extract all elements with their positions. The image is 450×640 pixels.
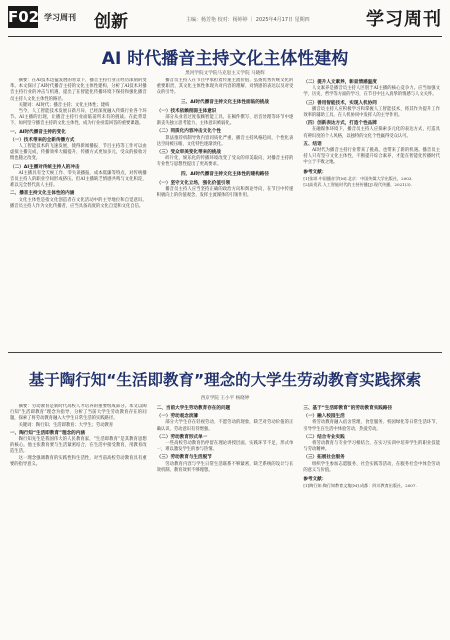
subheading: （一）技术依赖削弱主体意识	[156, 108, 217, 114]
paragraph: 将劳动教育融入宿舍管理、食堂服务、校园绿化等日常生活环节，引导学生在生活中体验劳动、热爱劳动。	[303, 420, 441, 432]
paragraph: 劳动教育内容与学生日常生活联系不够紧密，缺乏系统的设计与长效机制，教育效果不够理想。	[156, 461, 294, 473]
article1-title: AI 时代播音主持文化主体性建构	[101, 49, 349, 69]
paragraph: 关键词：陶行知；生活即教育；大学生；劳动教育	[18, 422, 114, 428]
subheading: 一、AI时代播音主持的变化	[10, 129, 66, 135]
paragraph: 这一理念强调教育的实践性和生活性，对当前高校劳动教育具有重要的指导意义。	[10, 455, 147, 467]
article1-col2	[157, 78, 294, 346]
paragraph: 播音员主持人在节目中承担着传递主流价值、弘扬优秀传统文化的重要职责，其文化主体性体现为对内容的理解、对情感的表达以及对受众的引导。	[156, 78, 294, 96]
paragraph: 摘要：在AI技术迅猛发展的背景下，播音主持行业正经历深刻的变革。本文探讨了AI时代播音主持的文化主体性建构，分析了AI技术对播音主持行业的冲击与机遇，提出了在智能化传播环境下保持和强化播音员主持人文化主体性的路径。	[10, 78, 147, 102]
article2-col1	[10, 404, 147, 636]
subheading: （一）劳动观念淡薄	[156, 414, 199, 420]
references-heading: 参考文献：	[303, 169, 327, 175]
article2-col3	[303, 404, 440, 636]
article1-author: 黑河学院文学院马克思主义学院 马晓辉	[185, 71, 265, 76]
paragraph: 播音员主持人应积极学习和掌握人工智能技术，将其作为提升工作效率的辅助工具，在人机协同中发挥人的主导作用。	[303, 106, 441, 119]
paragraph: 陶行知先生是我国伟大的人民教育家，“生活即教育”是其教育思想的核心。他主张教育要与生活紧密结合，在生活中接受教育，用教育改造生活。	[10, 437, 147, 455]
subheading: （二）提升人文素养，彰显情感温度	[303, 80, 377, 85]
paragraph: 文化主体性是指文化创造者在文化活动中的主导地位和自觉意识。播音员主持人作为文化传播者，应当具备高度的文化自觉和文化自信。	[10, 197, 147, 209]
paragraph: AI时代为播音主持行业带来了挑战，也带来了新的机遇。播音员主持人只有坚守文化主体性，不断提升综合素养，才能在智能化传播时代中立于不败之地。	[303, 148, 441, 166]
paper-brand: 学习周刊	[366, 9, 442, 30]
paragraph: 组织学生参加志愿服务、社会实践等活动，在服务社会中体会劳动的意义与价值。	[303, 461, 441, 473]
subheading: （三）善用智能技术，实现人机协同	[303, 100, 377, 106]
article2-title: 基于陶行知“生活即教育”理念的大学生劳动教育实践探索	[28, 371, 422, 389]
page-number: F02	[8, 8, 40, 26]
subheading: （一）技术带来的全新传播方式	[10, 137, 75, 143]
section-name: 创新	[94, 12, 128, 32]
paragraph: 在融媒体环境下，播音员主持人应探索多元化的表达方式，打造具有辨识度的个人风格，以独特的文化个性赢得受众认可。	[303, 127, 441, 139]
subheading: （一）融入校园生活	[303, 414, 345, 420]
subheading: （二）劳动教育形式单一	[156, 434, 208, 440]
subheading: （二）同质化内容冲击文化个性	[156, 129, 221, 135]
references-heading: 参考文献：	[303, 477, 327, 483]
paragraph: 一些高校劳动教育仍停留在理论讲授层面，实践环节不足，形式单一，难以激发学生的参与热情。	[156, 441, 294, 453]
subheading: （四）创新表达方式，打造个性品牌	[303, 121, 377, 127]
paragraph: 碎片化、娱乐化的传播环境改变了受众的审美取向，对播音主持的专业性与思想性提出了更高要求。	[156, 156, 294, 168]
subheading: （三）受众审美变化带来的挑战	[156, 150, 221, 156]
subheading: 五、结语	[303, 141, 322, 147]
article-divider	[8, 352, 442, 353]
paragraph: 部分大学生存在轻视劳动、不愿劳动的现象，缺乏对劳动价值的正确认识，劳动意识有待增强。	[156, 420, 294, 432]
paragraph: 人工智能技术的飞速发展，使得新闻播报、节目主持等工作可以由虚拟主播完成，传播效率大幅提升，传播方式更加多元，受众的接收习惯也随之改变。	[10, 144, 147, 162]
subheading: 二、播音主持文化主体性的内涵	[10, 191, 75, 197]
subheading: 三、基于“生活即教育”的劳动教育实践路径	[303, 406, 393, 411]
issue-meta: 主编：杨芳艳 校对：杨婷婷 ｜ 2025年4月17日 星期四	[186, 17, 310, 23]
section-heading: 三、AI时代播音主持文化主体性面临的挑战	[181, 99, 269, 105]
paragraph: 关键词：AI时代；播音主持；文化主体性；建构	[18, 102, 110, 108]
article1-col3	[303, 78, 440, 346]
article2-body	[10, 404, 440, 636]
article1-body	[10, 78, 440, 346]
paragraph: 算法推荐机制导致内容同质化严重，播音主持风格趋同，个性化表达空间被压缩，文化特色逐渐淡化。	[156, 135, 294, 147]
paragraph: 摘要：劳动教育是新时代高校人才培养的重要组成部分。本文以陶行知“生活即教育”理念为指导，分析了当前大学生劳动教育存在的问题，探索了将劳动教育融入大学生日常生活的实践路径。	[10, 404, 147, 422]
reference-item: [1]陶行知.陶行知教育文集[M].成都：四川教育出版社，2007.	[303, 483, 417, 489]
paragraph: AI主播具有全天候工作、零失误播报、成本低廉等特点，对传统播音员主持人的职业空间形成挤压。但AI主播缺乏情感共鸣与文化积淀，难以完全替代真人主持。	[10, 170, 147, 189]
subheading: （二）结合专业实践	[303, 434, 345, 440]
subheading: （一）坚守文化立场，强化价值引领	[156, 180, 231, 186]
paper-name: 学习周刊	[44, 12, 76, 22]
masthead	[8, 4, 442, 34]
paragraph: 部分从业者过度依赖智能工具，在稿件撰写、语音处理等环节中逐渐丧失独立思考能力，主体意识被弱化。	[156, 115, 294, 127]
header-rule	[8, 36, 442, 37]
paragraph: 当今，人工智能技术发展日新月异，已经深度融入传媒行业各个环节。AI主播的出现，让播音主持行业面临前所未有的挑战。在此背景下，如何坚守播音主持的文化主体性，成为行业亟需回答的重要课题。	[10, 109, 147, 127]
reference-item: [2]高贵武.人工智能时代的主持传播[J].现代传播，2021(3).	[303, 181, 412, 187]
subheading: （二）AI主播对传统主持人的冲击	[10, 164, 80, 170]
section-heading: 四、AI时代播音主持文化主体性的建构路径	[181, 171, 269, 177]
paragraph: 将劳动教育与专业学习相结合，在实习实训中培养学生的职业技能与劳动精神。	[303, 441, 441, 453]
article2-author: 西京学院 王小平 杨晓婷	[200, 396, 250, 401]
subheading: （三）劳动教育与生活脱节	[156, 455, 212, 461]
subheading: （三）拓展社会服务	[303, 455, 345, 461]
paragraph: 播音员主持人应当坚持正确的政治方向和舆论导向，在节目中传递积极向上的价值观念，发挥主流媒体的引领作用。	[156, 187, 294, 199]
paragraph: 人文素养是播音员主持人区别于AI主播的核心竞争力。应当加强文学、历史、哲学等方面的学习，在节目中注入真挚的情感与人文关怀。	[303, 86, 441, 98]
article2-col2	[157, 404, 294, 636]
article1-col1	[10, 78, 147, 346]
subheading: 二、当前大学生劳动教育存在的问题	[156, 406, 231, 411]
reference-item: [1]张颂.中国播音学[M].北京：中国传媒大学出版社，2003.	[303, 175, 413, 181]
subheading: 一、陶行知“生活即教育”理念的内涵	[10, 430, 85, 436]
